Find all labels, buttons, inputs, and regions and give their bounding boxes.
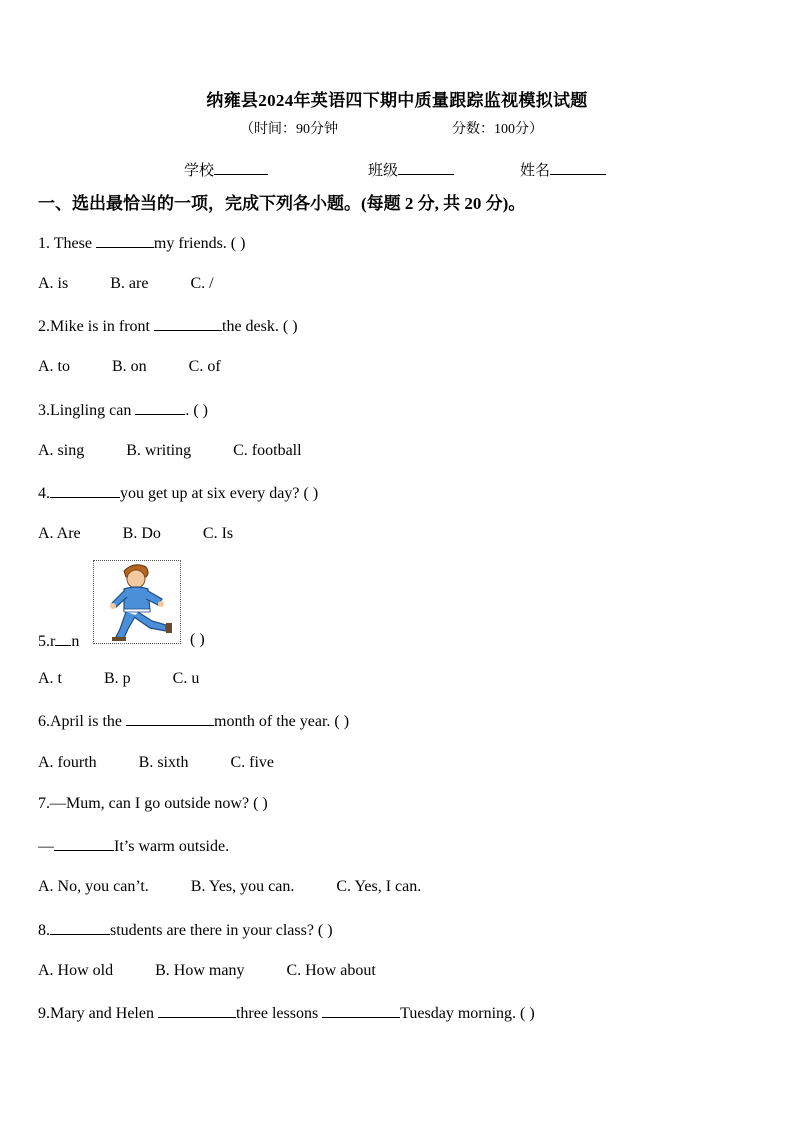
exam-score: 分数：100分） [452, 122, 543, 137]
options-8 [38, 962, 418, 980]
options-4 [38, 525, 275, 543]
exam-time: （时间：90分钟 [240, 122, 338, 137]
question-3: 3.Lingling can . ( ) [38, 402, 208, 419]
option-c: C. Yes, I can. [336, 878, 422, 895]
school-field [184, 159, 268, 180]
question-4: 4. you get up at six every day? ( ) [38, 485, 319, 502]
class-field [368, 159, 454, 180]
name-label: 姓名 [520, 163, 551, 179]
options-7 [38, 878, 463, 896]
options-2 [38, 358, 263, 376]
option-b: B. Do [122, 525, 161, 542]
question-5: 5.r n [38, 633, 80, 650]
options-6 [38, 754, 316, 772]
option-b: B. How many [155, 962, 245, 979]
options-1 [38, 275, 256, 293]
question-2: 2.Mike is in front the desk. ( ) [38, 318, 298, 335]
running-boy-icon [94, 561, 180, 643]
question-7: 7.—Mum, can I go outside now? ( ) [38, 795, 268, 812]
option-b: B. p [104, 670, 131, 687]
option-a: A. t [38, 670, 62, 687]
option-c: C. u [172, 670, 200, 687]
option-c: C. Is [202, 525, 234, 542]
question-1: 1. These my friends. ( ) [38, 235, 246, 252]
option-a: A. to [38, 358, 70, 375]
option-a: A. No, you can’t. [38, 878, 149, 895]
option-b: B. sixth [138, 754, 189, 771]
options-3 [38, 442, 344, 460]
option-c: C. / [190, 275, 214, 292]
class-label: 班级 [368, 163, 399, 179]
section-heading: 一、选出最恰当的一项，完成下列各小题。(每题 2 分, 共 20 分)。 [38, 194, 526, 213]
option-b: B. writing [126, 442, 192, 459]
question-6: 6.April is the month of the year. ( ) [38, 713, 350, 730]
option-c: C. of [188, 358, 221, 375]
question-8: 8. students are there in your class? ( ) [38, 922, 333, 939]
options-5 [38, 670, 241, 688]
option-c: C. How about [286, 962, 376, 979]
question-7-answer-line: — It’s warm outside. [38, 838, 230, 855]
option-b: B. are [110, 275, 149, 292]
option-a: A. sing [38, 442, 85, 459]
option-a: A. fourth [38, 754, 97, 771]
name-field [520, 159, 606, 180]
option-a: A. Are [38, 525, 81, 542]
question-9: 9.Mary and Helen three lessons Tuesday morning. ( ) [38, 1005, 535, 1022]
option-c: C. five [230, 754, 274, 771]
option-a: A. How old [38, 962, 114, 979]
option-a: A. is [38, 275, 69, 292]
question-5-paren: ( ) [190, 631, 205, 648]
school-label: 学校 [184, 163, 215, 179]
option-b: B. Yes, you can. [190, 878, 295, 895]
page-title: 纳雍县2024年英语四下期中质量跟踪监视模拟试题 [206, 91, 588, 110]
option-b: B. on [112, 358, 147, 375]
option-c: C. football [233, 442, 302, 459]
running-boy-image [93, 560, 181, 644]
